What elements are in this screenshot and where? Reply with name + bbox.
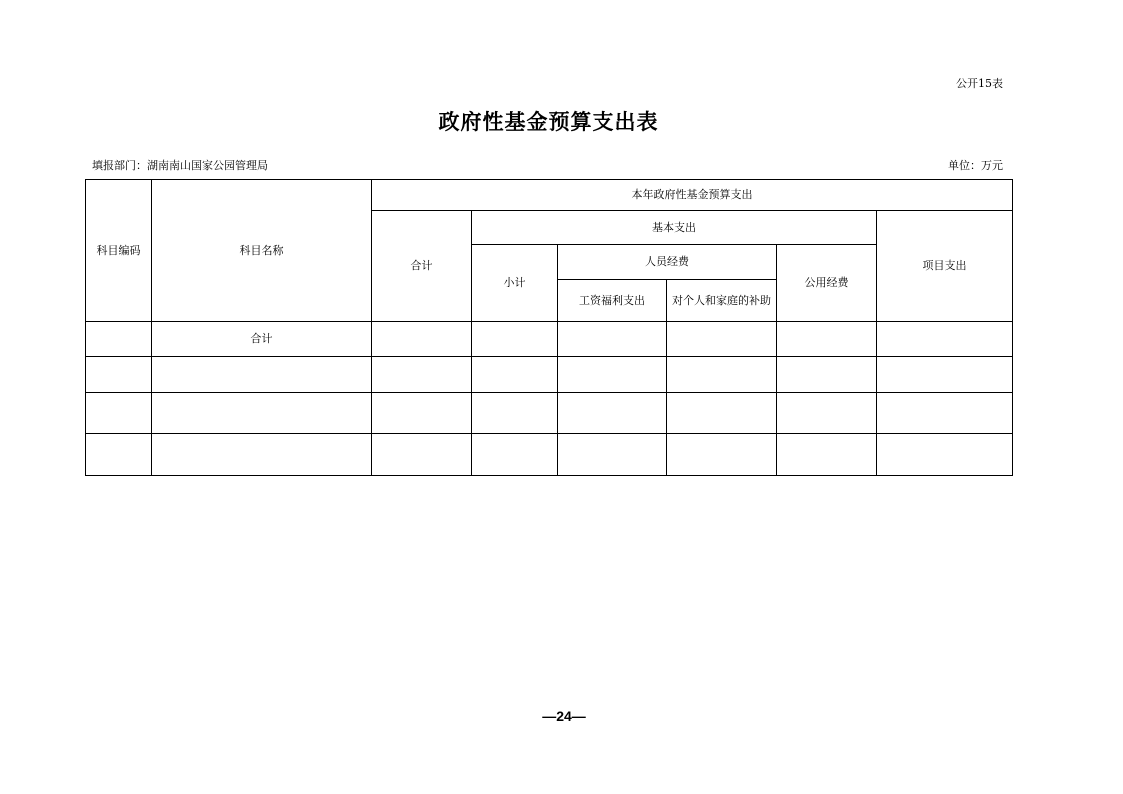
cell-code <box>86 434 152 476</box>
cell-public-funds <box>777 393 877 434</box>
column-header-subtotal: 小计 <box>472 245 558 322</box>
cell-project <box>877 393 1013 434</box>
column-header-basic: 基本支出 <box>472 211 877 245</box>
cell-total <box>372 393 472 434</box>
cell-code <box>86 393 152 434</box>
cell-subtotal <box>472 393 558 434</box>
column-header-name: 科目名称 <box>152 180 372 322</box>
cell-total <box>372 434 472 476</box>
cell-name: 合计 <box>152 322 372 357</box>
cell-public-funds <box>777 434 877 476</box>
budget-table <box>85 179 1013 476</box>
cell-total <box>372 322 472 357</box>
unit-label: 单位：万元 <box>948 159 1003 172</box>
department-label: 填报部门：湖南南山国家公园管理局 <box>92 159 268 172</box>
cell-code <box>86 322 152 357</box>
cell-subtotal <box>472 434 558 476</box>
cell-individual-subsidy <box>667 322 777 357</box>
cell-salary <box>558 322 667 357</box>
cell-subtotal <box>472 322 558 357</box>
table-row <box>86 434 1013 476</box>
page-title: 政府性基金预算支出表 <box>438 109 659 134</box>
cell-individual-subsidy <box>667 357 777 393</box>
cell-name <box>152 393 372 434</box>
cell-salary <box>558 393 667 434</box>
cell-individual-subsidy <box>667 434 777 476</box>
table-row <box>86 357 1013 393</box>
column-header-salary: 工资福利支出 <box>558 280 667 322</box>
cell-total <box>372 357 472 393</box>
page-number: —24— <box>542 708 586 724</box>
cell-project <box>877 357 1013 393</box>
cell-salary <box>558 357 667 393</box>
table-row <box>86 393 1013 434</box>
cell-public-funds <box>777 357 877 393</box>
column-header-individual-subsidy: 对个人和家庭的补助 <box>667 280 777 322</box>
cell-name <box>152 357 372 393</box>
cell-subtotal <box>472 357 558 393</box>
document-code: 公开15表 <box>956 77 1003 90</box>
cell-salary <box>558 434 667 476</box>
column-header-group-top: 本年政府性基金预算支出 <box>372 180 1013 211</box>
column-header-total: 合计 <box>372 211 472 322</box>
cell-project <box>877 322 1013 357</box>
column-header-public-funds: 公用经费 <box>777 245 877 322</box>
column-header-project: 项目支出 <box>877 211 1013 322</box>
cell-code <box>86 357 152 393</box>
column-header-personnel: 人员经费 <box>558 245 777 280</box>
table-row <box>86 322 1013 357</box>
cell-individual-subsidy <box>667 393 777 434</box>
cell-name <box>152 434 372 476</box>
column-header-code: 科目编码 <box>86 180 152 322</box>
cell-project <box>877 434 1013 476</box>
cell-public-funds <box>777 322 877 357</box>
